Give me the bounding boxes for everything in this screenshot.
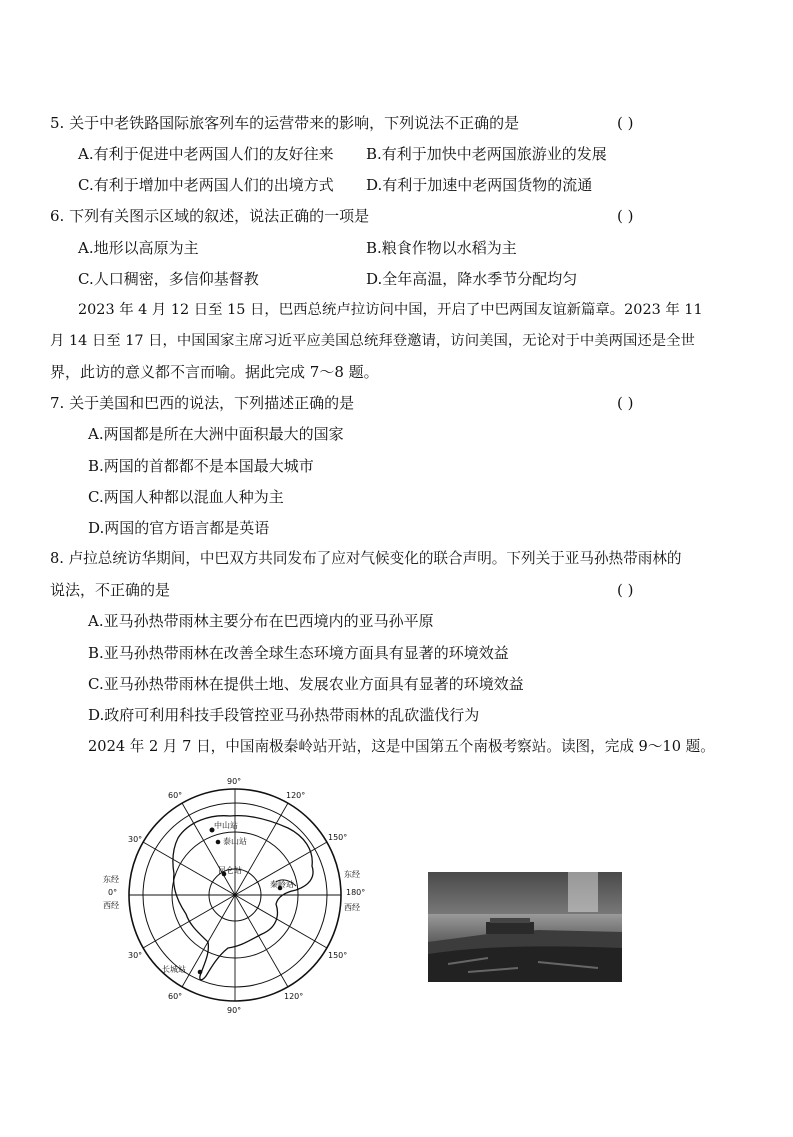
lon-label-120-top-right: 120° [286,791,306,800]
lon-label-90-bottom: 90° [227,1006,242,1015]
q6-option-d: D.全年高温，降水季节分配均匀 [366,270,578,288]
q7-option-d: D.两国的官方语言都是英语 [88,519,270,537]
q6-option-b: B.粮食作物以水稻为主 [366,239,517,257]
lon-label-150-right: 150° [328,833,348,842]
label-east-longitude-left: 东经 [103,875,119,884]
label-zero-meridian: 0° [108,888,118,897]
q8-answer-paren: ( ) [617,581,634,599]
label-east-longitude-right: 东经 [344,870,360,879]
lon-label-60-top-left: 60° [168,791,183,800]
q8-option-b: B.亚马孙热带雨林在改善全球生态环境方面具有显著的环境效益 [88,644,509,662]
q5-option-c: C.有利于增加中老两国人们的出境方式 [78,176,334,194]
qinling-station-photo [428,872,622,982]
photo-station-building [486,922,534,934]
q6-option-a: A.地形以高原为主 [78,239,199,257]
lon-label-60-bottom-left: 60° [168,992,183,1001]
label-west-longitude-left: 西经 [103,901,119,910]
changcheng-station-dot [198,970,203,975]
q5-option-b: B.有利于加快中老两国旅游业的发展 [366,145,607,163]
taishan-station-label: 泰山站 [223,837,247,846]
lon-label-120-bottom-right: 120° [284,992,304,1001]
antarctica-polar-map [100,770,370,1020]
photo-sun-glare [568,872,598,912]
lon-label-90-top: 90° [227,777,242,786]
q5-option-d: D.有利于加速中老两国货物的流通 [366,176,593,194]
label-west-longitude-right: 西经 [344,903,360,912]
q5-answer-paren: ( ) [617,114,634,132]
taishan-station-dot [216,840,221,845]
changcheng-station-label: 长城站 [162,965,186,974]
label-180-meridian: 180° [346,888,366,897]
q7-option-c: C.两国人种都以混血人种为主 [88,488,284,506]
passage1-line1: 2023 年 4 月 12 日至 15 日，巴西总统卢拉访问中国，开启了中巴两国友谊新篇章。2023 年 11 [78,302,703,318]
qinling-station-label: 秦岭站 [270,880,294,889]
q7-option-b: B.两国的首都都不是本国最大城市 [88,457,314,475]
lon-label-30-left: 30° [128,835,143,844]
q5-option-a: A.有利于促进中老两国人们的友好往来 [78,145,334,163]
q5-stem: 5. 关于中老铁路国际旅客列车的运营带来的影响，下列说法不正确的是 [50,114,520,132]
zhongshan-station-label: 中山站 [214,821,238,830]
q8-stem-line2: 说法，不正确的是 [50,581,171,599]
q6-answer-paren: ( ) [617,207,634,225]
kunlun-station-label: 昆仑站 [218,866,242,875]
q7-option-a: A.两国都是所在大洲中面积最大的国家 [88,425,344,443]
passage2: 2024 年 2 月 7 日，中国南极秦岭站开站，这是中国第五个南极考察站。读图，完成 9～10 题。 [88,738,715,755]
q8-option-d: D.政府可利用科技手段管控亚马孙热带雨林的乱砍滥伐行为 [88,706,480,724]
passage1-line2: 月 14 日至 17 日，中国国家主席习近平应美国总统拜登邀请，访问美国，无论对于中美两国还是全世 [50,333,695,349]
q8-option-a: A.亚马孙热带雨林主要分布在巴西境内的亚马孙平原 [88,612,434,630]
lon-label-30-bottom-left: 30° [128,951,143,960]
photo-station-roof [490,918,530,923]
lon-label-150-bottom-right: 150° [328,951,348,960]
q8-option-c: C.亚马孙热带雨林在提供土地、发展农业方面具有显著的环境效益 [88,675,524,693]
photo-rocky-ground [428,946,622,982]
q7-stem: 7. 关于美国和巴西的说法，下列描述正确的是 [50,394,355,412]
q6-option-c: C.人口稠密，多信仰基督教 [78,270,259,288]
passage1-line3: 界，此访的意义都不言而喻。据此完成 7～8 题。 [50,363,379,381]
q6-stem: 6. 下列有关图示区域的叙述，说法正确的一项是 [50,207,370,225]
q8-stem-line1: 8. 卢拉总统访华期间，中巴双方共同发布了应对气候变化的联合声明。下列关于亚马孙热带雨林的 [50,550,682,567]
q7-answer-paren: ( ) [617,394,634,412]
